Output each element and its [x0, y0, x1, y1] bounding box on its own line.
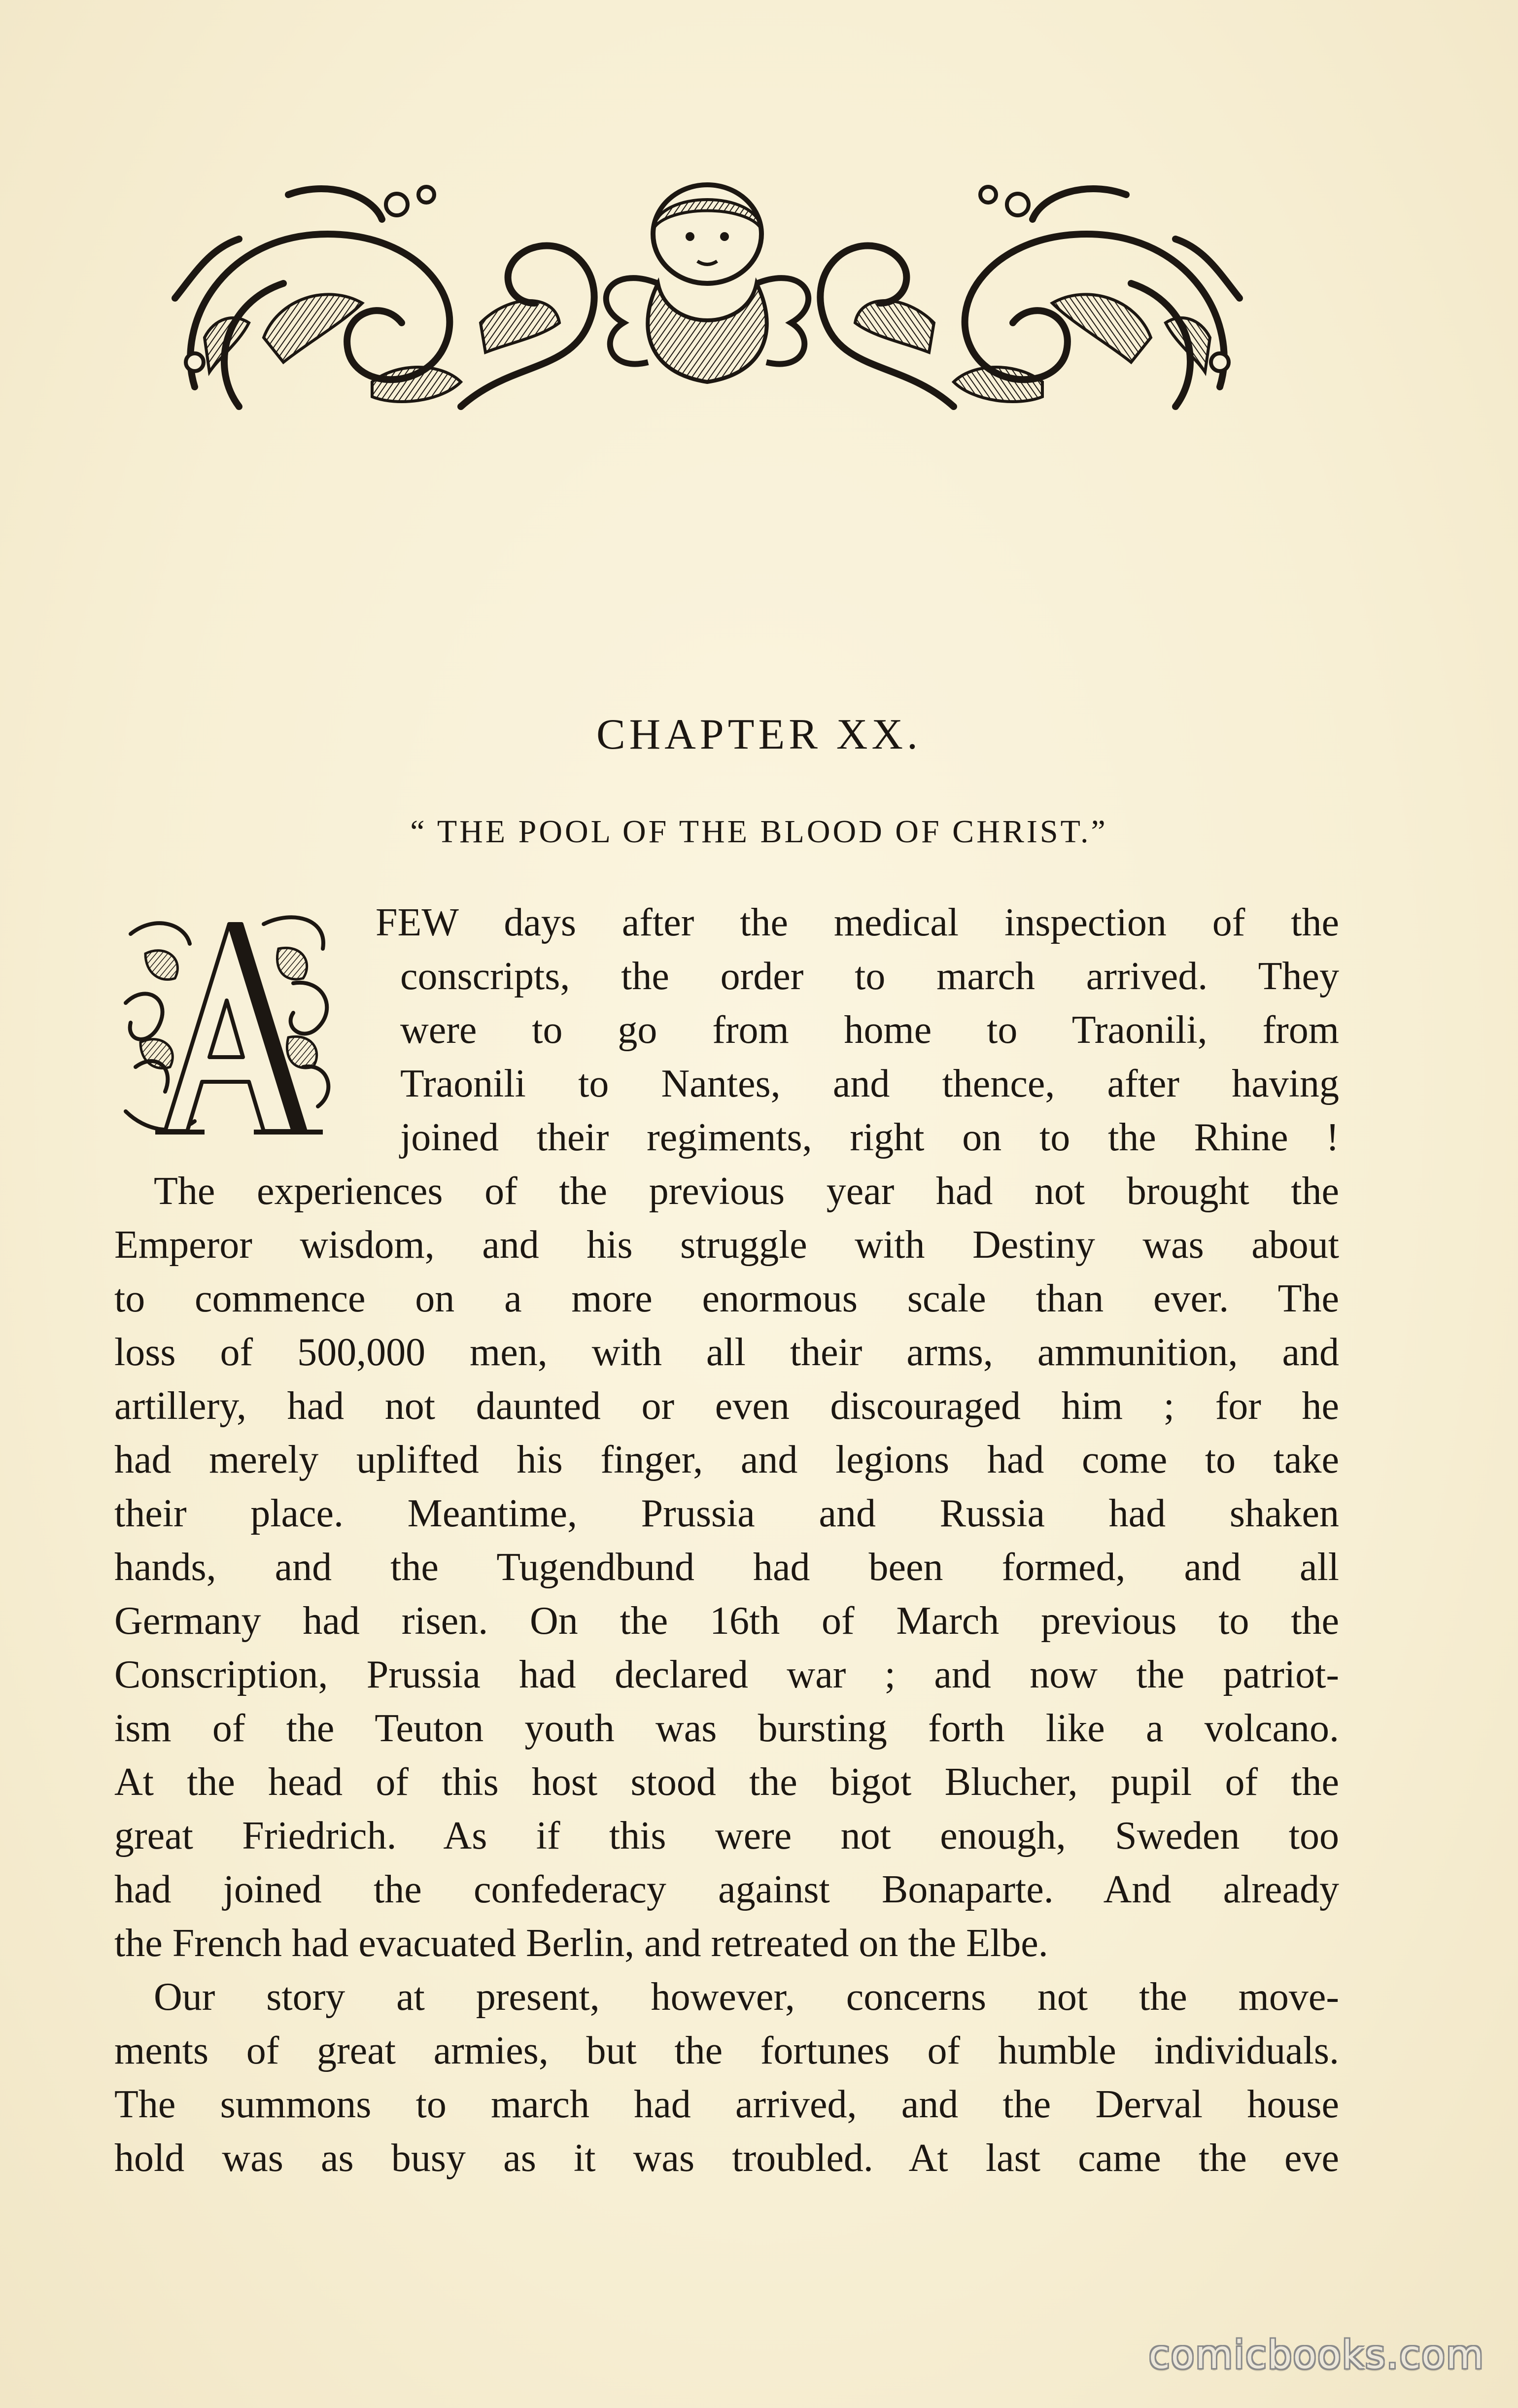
- body-line: great Friedrich. As if this were not enough, Sweden too: [114, 1814, 1339, 1858]
- body-line: Germany had risen. On the 16th of March previous to the: [114, 1599, 1339, 1643]
- body-line: had joined the confederacy against Bonaparte. And already: [114, 1868, 1339, 1911]
- body-line: FEW days after the medical inspection of the: [376, 901, 1339, 944]
- body-line: hold was as busy as it was troubled. At last came the eve: [114, 2136, 1339, 2180]
- body-line: joined their regiments, right on to the Rhine !: [400, 1116, 1339, 1159]
- body-line: were to go from home to Traonili, from: [400, 1008, 1339, 1052]
- chapter-title: CHAPTER XX.: [596, 711, 922, 758]
- body-line: At the head of this host stood the bigot Blucher, pupil of the: [114, 1760, 1339, 1804]
- body-line: ism of the Teuton youth was bursting forth like a volcano.: [114, 1707, 1339, 1750]
- body-line: Emperor wisdom, and his struggle with Destiny was about: [114, 1223, 1339, 1267]
- body-line: The experiences of the previous year had not brought the: [154, 1170, 1339, 1213]
- body-line: had merely uplifted his finger, and legions had come to take: [114, 1438, 1339, 1481]
- body-line: their place. Meantime, Prussia and Russia had shaken: [114, 1492, 1339, 1535]
- body-line: loss of 500,000 men, with all their arms, ammunition, and: [114, 1331, 1339, 1374]
- chapter-subtitle: “ THE POOL OF THE BLOOD OF CHRIST.”: [410, 814, 1108, 850]
- body-line: the French had evacuated Berlin, and retreated on the Elbe.: [114, 1922, 1048, 1965]
- cherub-scroll-ornament-icon: [165, 175, 1249, 421]
- body-line: Our story at present, however, concerns not the move-: [154, 1975, 1339, 2019]
- body-line: The summons to march had arrived, and the Derval house: [114, 2083, 1339, 2126]
- body-line: conscripts, the order to march arrived. They: [400, 955, 1339, 998]
- body-line: to commence on a more enormous scale than ever. The: [114, 1277, 1339, 1320]
- body-line: Traonili to Nantes, and thence, after having: [400, 1062, 1339, 1105]
- body-line: Conscription, Prussia had declared war ; and now the patriot-: [114, 1653, 1339, 1696]
- watermark-text: comicbooks.com: [1148, 2333, 1484, 2377]
- body-line: artillery, had not daunted or even discouraged him ; for he: [114, 1384, 1339, 1428]
- body-line: ments of great armies, but the fortunes of humble individuals.: [114, 2029, 1339, 2072]
- body-text: [114, 896, 1339, 2185]
- body-line: hands, and the Tugendbund had been formed, and all: [114, 1546, 1339, 1589]
